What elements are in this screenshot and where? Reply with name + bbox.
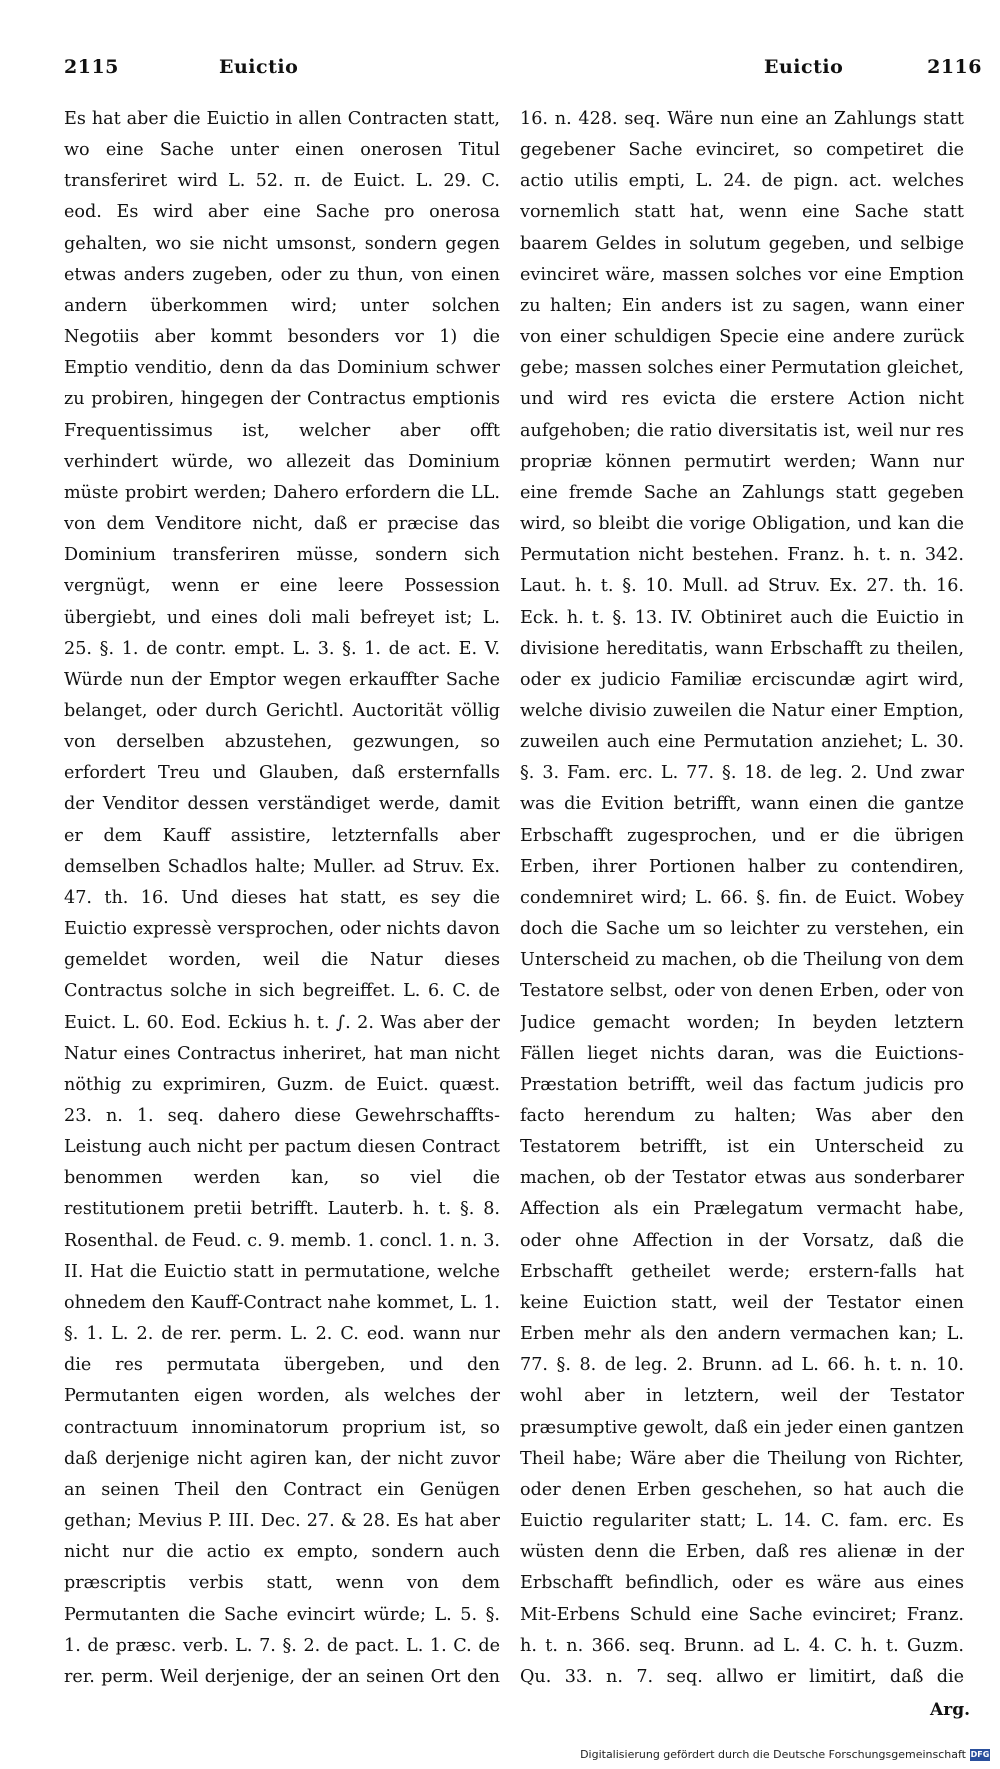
left-column-text: Es hat aber die Euictio in allen Contracten statt, wo eine Sache unter einen onerosen Titul transferiret wird L. 52. π. de Euict. L. 29. C. eod. Es wird aber eine Sache pro onerosa gehalten, wo sie nicht umsonst, sondern gegen etwas anders zugeben, oder zu thun, von einen andern überkommen wird; unter solchen Negotiis aber kommt besonders vor 1) die Emptio venditio, denn da das Dominium schwer zu probiren, hingegen der Contractus emptionis Frequentissimus ist, welcher aber offt verhindert würde, wo allezeit das Dominium müste probirt werden; Dahero erfordern die LL. von dem Venditore nicht, daß er præcise das Dominium transferiren müsse, sondern sich vergnügt, wenn er eine leere Possession übergiebt, und eines doli mali befreyet ist; L. 25. §. 1. de contr. empt. L. 3. §. 1. de act. E. V. Würde nun der Emptor wegen erkauffter Sache belanget, oder durch Gerichtl. Auctorität völlig von derselben abzustehen, gezwungen, so erfordert Treu und Glauben, daß ersternfalls der Venditor dessen verständiget werde, damit er dem Kauff assistire, letzternfalls aber demselben Schadlos halte; Muller. ad Struv. Ex. 47. th. 16. Und dieses hat statt, es sey die Euictio expressè versprochen, oder nichts davon gemeldet worden, weil die Natur dieses Contractus solche in sich begreiffet. L. 6. C. de Euict. L. 60. Eod. Eckius h. t. ∫. 2. Was aber der Natur eines Contractus inheriret, hat man nicht nöthig zu exprimiren, Guzm. de Euict. quæst. 23. n. 1. seq. dahero diese Gewehrschaffts-Leistung auch nicht per pactum diesen Contract benommen werden kan, so viel die restitutionem pretii betrifft. Lauterb. h. t. §. 8. Rosenthal. de Feud. c. 9. memb. 1. concl. 1. n. 3. II. Hat die Euictio statt in permutatione, welche ohnedem den Kauff-Contract nahe kommet, L. 1. §. 1. L. 2. de rer. perm. L. 2. C. eod. wann nur die res permutata übergeben, und den Permutanten eigen worden, als welches der contractuum innominatorum proprium ist, so daß derjenige nicht agiren kan, der nicht zuvor an seinen Theil den Contract ein Genügen gethan; Mevius P. III. Dec. 27. & 28. Es hat aber nicht nur die actio ex empto, sondern auch præscriptis verbis statt, wenn von dem Permutanten die Sache evincirt würde; L. 5. §. 1. de præsc. verb. L. 7. §. 2. de pact. L. 1. C. de rer. perm. Weil derjenige, der an seinen Ort den <box>64 109 500 1687</box>
dfg-logo-icon: DFG <box>970 1749 990 1759</box>
left-column <box>64 104 500 1694</box>
footer-text: Digitalisierung gefördert durch die Deutsche Forschungsgemeinschaft <box>580 1748 966 1761</box>
right-running-title: Euictio <box>764 56 844 78</box>
left-running-title: Euictio <box>219 56 299 78</box>
right-column <box>520 104 964 1694</box>
right-column-text: 16. n. 428. seq. Wäre nun eine an Zahlungs statt gegebener Sache evinciret, so competiret die actio utilis empti, L. 24. de pign. act. welches vornemlich statt hat, wenn eine Sache statt baarem Geldes in solutum gegeben, und selbige evinciret wäre, massen solches vor eine Emption zu halten; Ein anders ist zu sagen, wann einer von einer schuldigen Specie eine andere zurück gebe; massen solches einer Permutation gleichet, und wird res evicta die erstere Action nicht aufgehoben; die ratio diversitatis ist, weil nur res propriæ können permutirt werden; Wann nur eine fremde Sache an Zahlungs statt gegeben wird, so bleibt die vorige Obligation, und kan die Permutation nicht bestehen. Franz. h. t. n. 342. Laut. h. t. §. 10. Mull. ad Struv. Ex. 27. th. 16. Eck. h. t. §. 13. IV. Obtiniret auch die Euictio in divisione hereditatis, wann Erbschafft zu theilen, oder ex judicio Familiæ erciscundæ agirt wird, welche divisio zuweilen die Natur einer Emption, zuweilen auch eine Permutation anziehet; L. 30. §. 3. Fam. erc. L. 77. §. 18. de leg. 2. Und zwar was die Evition betrifft, wann einen die gantze Erbschafft zugesprochen, und er die übrigen Erben, ihrer Portionen halber zu contendiren, condemniret wird; L. 66. §. fin. de Euict. Wobey doch die Sache um so leichter zu verstehen, ein Unterscheid zu machen, ob die Theilung von dem Testatore selbst, oder von denen Erben, oder von Judice gemacht worden; In beyden letztern Fällen lieget nichts daran, was die Euictions-Præstation betrifft, weil das factum judicis pro facto herendum zu halten; Was aber den Testatorem betrifft, ist ein Unterscheid zu machen, ob der Testator etwas aus sonderbarer Affection als ein Prælegatum vermacht habe, oder ohne Affection in der Vorsatz, daß die Erbschafft getheilet werde; erstern-falls hat keine Euiction statt, weil der Testator einen Erben mehr als den andern vermachen kan; L. 77. §. 8. de leg. 2. Brunn. ad L. 66. h. t. n. 10. wohl aber in letztern, weil der Testator præsumptive gewolt, daß ein jeder einen gantzen Theil habe; Wäre aber die Theilung von Richter, oder denen Erben geschehen, so hat auch die Euictio regulariter statt; L. 14. C. fam. erc. Es wüsten denn die Erben, daß res alienæ in der Erbschafft befindlich, oder es wäre aus eines Mit-Erbens Schuld eine Sache evinciret; Franz. h. t. n. 366. seq. Brunn. ad L. 4. C. h. t. Guzm. Qu. 33. n. 7. seq. allwo er limitirt, daß die <box>520 109 964 1687</box>
page-header <box>64 56 982 96</box>
catchword: Arg. <box>930 1700 970 1720</box>
digitization-footer <box>580 1748 990 1761</box>
right-page-number: 2116 <box>927 56 982 78</box>
left-page-number: 2115 <box>64 56 119 78</box>
